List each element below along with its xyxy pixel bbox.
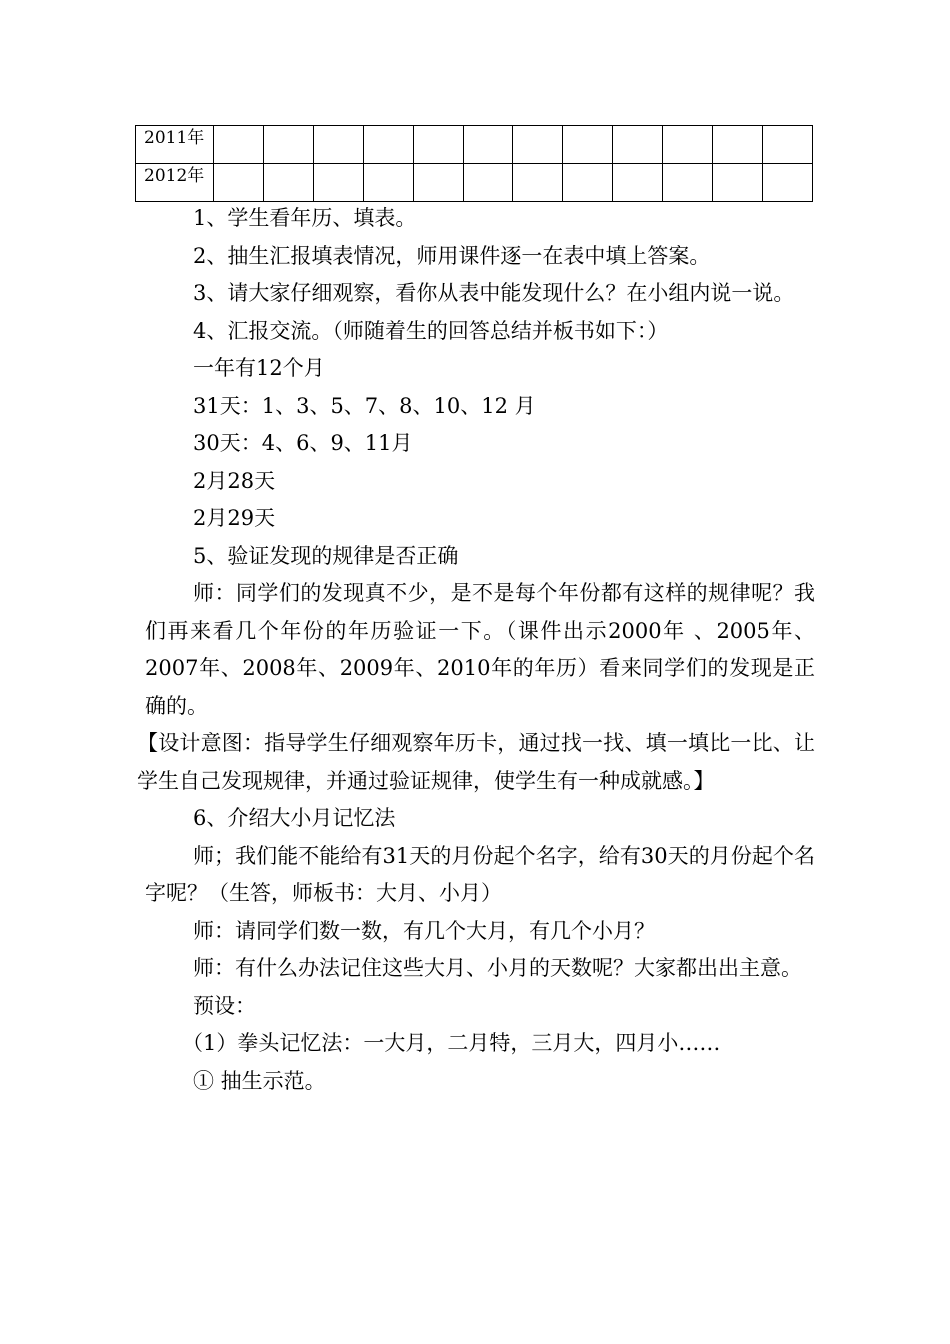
table-cell: [513, 126, 563, 164]
step-5-paragraph: 5、验证发现的规律是否正确: [193, 543, 459, 568]
demo-paragraph: ① 抽生示范。: [193, 1068, 326, 1093]
table-cell: [263, 126, 313, 164]
table-row-2011: [136, 126, 813, 164]
board-note-feb-28: 2月28天: [193, 468, 276, 493]
step-3-paragraph: 3、请大家仔细观察，看你从表中能发现什么？在小组内说一说。: [193, 281, 795, 305]
teacher-memory-paragraph: 师：有什么办法记住这些大月、小月的天数呢？大家都出出主意。: [193, 956, 802, 980]
table-cell: [363, 164, 413, 202]
board-note-31-days: 31天：1、3、5、7、8、10、12 月: [193, 393, 536, 418]
design-intent-paragraph: 【设计意图：指导学生仔细观察年历卡，通过找一找、填一填比一比、让学生自己发现规律，并通过验证规律，使学生有一种成就感。】: [137, 731, 815, 793]
step-6-paragraph: 6、介绍大小月记忆法: [193, 806, 396, 830]
table-cell: [663, 126, 713, 164]
table-cell: [713, 126, 763, 164]
table-cell: [762, 126, 812, 164]
step-2-paragraph: 2、抽生汇报填表情况，师用课件逐一在表中填上答案。: [193, 243, 711, 268]
fist-method-paragraph: （1）拳头记忆法：一大月，二月特，三月大，四月小……: [182, 1031, 721, 1055]
table-cell: [214, 126, 264, 164]
table-cell: [613, 126, 663, 164]
table-cell: [762, 164, 812, 202]
table-cell: [513, 164, 563, 202]
table-row-2012: [136, 164, 813, 202]
board-note-months: 一年有12个月: [193, 356, 325, 380]
table-cell: [214, 164, 264, 202]
body-text: [137, 200, 815, 1100]
teacher-naming-paragraph: 师；我们能不能给有31天的月份起个名字，给有30天的月份起个名字呢？（生答，师板书：大月、小月）: [145, 843, 815, 905]
table-cell: [313, 126, 363, 164]
table-cell: [263, 164, 313, 202]
table-cell: [413, 164, 463, 202]
table-cell: [663, 164, 713, 202]
table-cell: [313, 164, 363, 202]
table-cell: [713, 164, 763, 202]
board-note-feb-29: 2月29天: [193, 506, 276, 530]
table-cell: [463, 126, 513, 164]
table-cell: [563, 164, 613, 202]
table-cell: [363, 126, 413, 164]
table-cell: [613, 164, 663, 202]
table-cell: [413, 126, 463, 164]
table-cell: [463, 164, 513, 202]
year-cell: 2011年: [136, 126, 214, 164]
calendar-fill-table: [135, 125, 813, 202]
table-cell: [563, 126, 613, 164]
board-note-30-days: 30天：4、6、9、11月: [193, 431, 413, 455]
step-1-paragraph: 1、学生看年历、填表。: [193, 206, 417, 230]
teacher-count-paragraph: 师：请同学们数一数，有几个大月，有几个小月？: [193, 918, 655, 943]
year-cell: 2012年: [136, 164, 214, 202]
step-4-paragraph: 4、汇报交流。（师随着生的回答总结并板书如下：）: [193, 318, 669, 343]
teacher-verify-paragraph: 师：同学们的发现真不少，是不是每个年份都有这样的规律呢？我们再来看几个年份的年历验证一下。（课件出示2000年 、2005年、2007年、2008年、2009年、2010年的年历）看来同学们的发现是正确的。: [145, 581, 815, 718]
preset-heading: 预设：: [193, 993, 256, 1018]
